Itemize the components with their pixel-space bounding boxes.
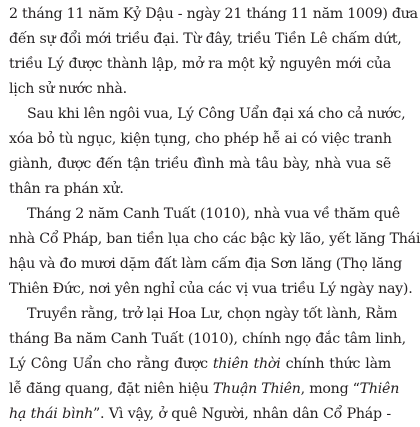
text-run: tháng Ba năm Canh Tuất (1010), chính ngọ đắc tâm linh,: [9, 331, 406, 347]
text-line: [9, 227, 420, 252]
paragraph: [9, 302, 406, 427]
text-run: triều Lý được thành lập, mở ra một kỷ nguyên mới của: [9, 56, 391, 72]
text-line: [9, 277, 413, 302]
text-line: [9, 27, 402, 52]
text-run: Truyền rằng, trở lại Hoa Lư, chọn ngày tốt lành, Rằm: [27, 306, 398, 322]
text-run: Sau khi lên ngôi vua, Lý Công Uẩn đại xá cho cả nước,: [27, 106, 406, 122]
text-line: [9, 202, 400, 227]
text-line: [9, 2, 418, 27]
text-line: [9, 352, 391, 377]
text-line: [9, 127, 391, 152]
text-run: lịch sử nước nhà.: [9, 81, 127, 97]
italic-text: Thiên: [359, 381, 400, 397]
text-run: ”. Vì vậy, ở quê Người, nhân dân Cổ Pháp -: [93, 406, 391, 422]
text-run: Thiên Đức, nơi yên nghỉ của các vị vua triều Lý ngày nay).: [9, 281, 413, 297]
paragraph: [9, 2, 418, 102]
text-run: đến sự đổi mới triều đại. Từ đây, triều Tiền Lê chấm dứt,: [9, 31, 402, 47]
text-run: chính thức làm: [280, 356, 391, 372]
text-line: [9, 102, 406, 127]
text-line: [9, 377, 400, 402]
text-run: 2 tháng 11 năm Kỷ Dậu - ngày 21 tháng 11 năm 1009) đưa: [9, 6, 418, 22]
paragraph: [9, 102, 406, 202]
text-run: hậu và đo mươi dặm đất làm cấm địa Sơn lăng (Thọ lăng: [9, 256, 402, 272]
text-line: [9, 402, 391, 427]
italic-text: hạ thái bình: [9, 406, 93, 422]
text-line: [9, 177, 391, 202]
text-run: nhà Cổ Pháp, ban tiền lụa cho các bậc kỳ lão, yết lăng Thái: [9, 231, 420, 247]
text-run: xóa bỏ tù ngục, kiện tụng, cho phép hễ ai có việc tranh: [9, 131, 392, 147]
paragraph: [9, 202, 420, 302]
text-run: giành, được đến tận triều đình mà tâu bày, nhà vua sẽ: [9, 156, 391, 172]
text-line: [9, 77, 391, 102]
text-line: [9, 252, 402, 277]
italic-text: Thuận Thiên: [212, 381, 301, 397]
text-line: [9, 152, 391, 177]
body-text: [9, 2, 420, 427]
text-run: Lý Công Uẩn cho rằng được: [9, 356, 213, 372]
text-run: thân ra phán xử.: [9, 181, 124, 197]
text-run: , mong “: [300, 381, 360, 397]
text-run: lễ đăng quang, đặt niên hiệu: [9, 381, 213, 397]
text-line: [9, 327, 406, 352]
text-line: [9, 52, 391, 77]
text-run: Tháng 2 năm Canh Tuất (1010), nhà vua về thăm quê: [27, 206, 400, 222]
italic-text: thiên thời: [212, 356, 281, 372]
text-line: [9, 302, 398, 327]
